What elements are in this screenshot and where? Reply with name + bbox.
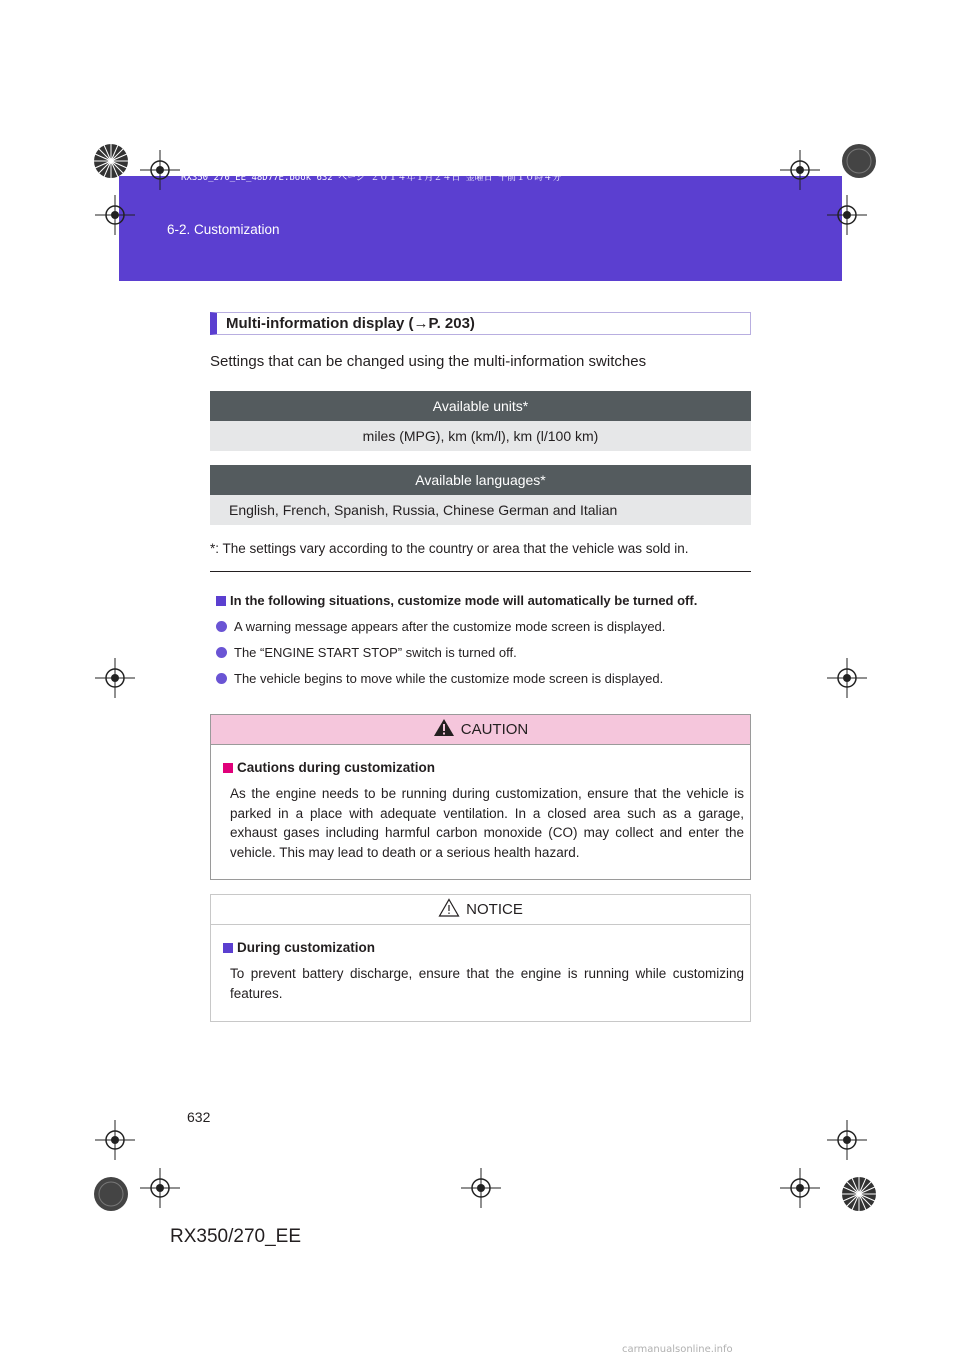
list-item [216,670,751,688]
notice-label: NOTICE [466,901,523,918]
crosshair-icon [827,1120,867,1160]
list-item [216,644,751,662]
caution-box [210,714,751,880]
crosshair-icon [827,658,867,698]
crosshair-icon [461,1168,501,1208]
languages-table-value: English, French, Spanish, Russia, Chinese German and Italian [210,495,751,525]
units-table-header: Available units* [210,391,751,421]
list-item-text: The vehicle begins to move while the customize mode screen is displayed. [234,671,664,686]
crosshair-icon [140,150,180,190]
square-bullet-icon [216,596,226,606]
notice-header [211,895,750,925]
registration-disc-icon [92,142,130,180]
languages-table [210,465,751,525]
section-intro: Settings that can be changed using the multi-information switches [210,353,647,370]
crosshair-icon [780,1168,820,1208]
notice-text: To prevent battery discharge, ensure that the engine is running while customizing features. [230,966,744,1001]
crosshair-icon [95,658,135,698]
section-title: Multi-information display (→P. 203) [210,312,751,335]
footnote: *: The settings vary according to the country or area that the vehicle was sold in. [210,541,689,556]
caution-subheading-text: Cautions during customization [237,760,435,775]
round-bullet-icon [216,621,227,632]
crosshair-icon [95,195,135,235]
file-stamp: RX350_270_EE_48D77E.book 632 ページ ２０１４年１月２４日 金曜日 午前１０時４分 [181,173,562,183]
list-item-text: A warning message appears after the customize mode screen is displayed. [234,619,666,634]
crosshair-icon [780,150,820,190]
caution-header [211,715,750,745]
info-heading-text: In the following situations, customize mode will automatically be turned off. [230,593,698,608]
header-section-title: 6-2. Customization [167,222,280,237]
notice-subheading-text: During customization [237,940,375,955]
watermark: carmanualsonline.info [622,1344,733,1355]
crosshair-icon [827,195,867,235]
info-block [210,592,751,688]
notice-box [210,894,751,1022]
square-bullet-icon [223,943,233,953]
units-table [210,391,751,451]
notice-subheading [223,939,744,957]
list-item-text: The “ENGINE START STOP” switch is turned off. [234,645,517,660]
model-label: RX350/270_EE [170,1226,301,1247]
list-item [216,618,751,636]
round-bullet-icon [216,673,227,684]
caution-text: As the engine needs to be running during customization, ensure that the vehicle is parked in a place with adequate ventilation. In a closed area such as a garage, exhaust gases including harmful carbon monoxide (CO) may collect and enter the vehicle. This may lead to death or a serious health hazard. [230,786,744,860]
caution-subheading [223,759,744,777]
square-bullet-icon [223,763,233,773]
caution-label: CAUTION [460,721,529,738]
header-band [119,173,842,281]
page-number: 632 [187,1109,211,1125]
page-content [210,312,751,1022]
divider [210,571,751,572]
languages-table-header: Available languages* [210,465,751,495]
round-bullet-icon [216,647,227,658]
crosshair-icon [95,1120,135,1160]
registration-disc-icon [840,142,878,180]
crosshair-icon [140,1168,180,1208]
warning-triangle-icon [438,898,460,928]
units-table-value: miles (MPG), km (km/l), km (l/100 km) [210,421,751,451]
registration-disc-icon [92,1175,130,1213]
info-heading [216,592,751,610]
warning-triangle-icon [433,718,455,748]
registration-disc-icon [840,1175,878,1213]
